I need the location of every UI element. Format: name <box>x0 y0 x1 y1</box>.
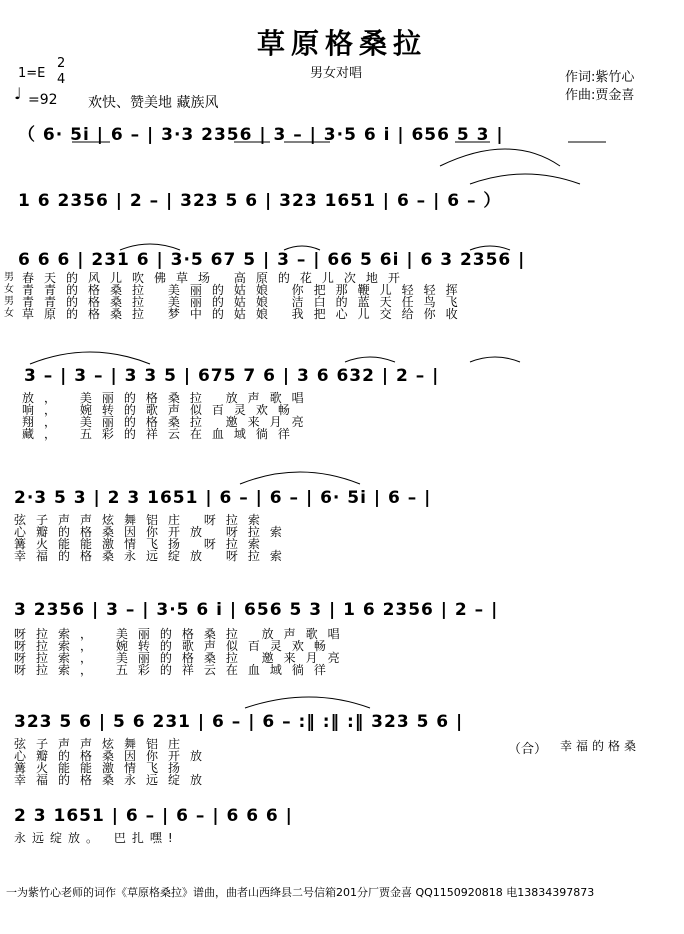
lyric-line: 草原的格桑拉 梦中的姑娘 我把心儿交给你收 <box>22 307 468 321</box>
style-marking: 欢快、赞美地 藏族风 <box>88 95 219 111</box>
verse-role: 女 <box>4 284 14 295</box>
slur <box>440 149 560 166</box>
footer-credit: 一为紫竹心老师的词作《草原格桑拉》谱曲，曲者山西绛县二号信箱201分厂贾金喜 QQ1150920818 电13834397873 <box>6 886 595 899</box>
lyric-line: 弦子声声炫舞铝庄 呀拉索 <box>14 513 270 527</box>
lyric-line: 青青的格桑拉 美丽的姑娘 洁白的蓝天任鸟飞 <box>22 295 468 309</box>
lyric-line: 永远绽放。 巴扎嘿! <box>14 831 179 845</box>
lyric-line: 放， 美丽的格桑拉 放声歌唱 <box>22 391 314 405</box>
performance-note: 男女对唱 <box>310 66 363 81</box>
lyric-line: 翔， 美丽的格桑拉 邀来月亮 <box>22 415 314 429</box>
chorus-lyric: 幸福的格桑 <box>560 739 641 753</box>
quarter-note-icon: ♩ <box>14 84 22 103</box>
verse-role: 女 <box>4 308 14 319</box>
time-signature-bottom: 4 <box>57 72 66 87</box>
lyric-line: 青青的格桑拉 美丽的姑娘 你把那鞭儿轻轻挥 <box>22 283 468 297</box>
notation-line-8: 2 3 1651 | 6 – | 6 – | 6 6 6 | <box>14 806 293 826</box>
lyric-line: 心瓣的格桑因你开放 呀拉索 <box>14 525 292 539</box>
lyric-line: 弦子声声炫舞铝庄 <box>14 737 191 751</box>
verse-role: 男 <box>4 272 14 283</box>
time-signature-top: 2 <box>57 56 66 71</box>
slur <box>470 357 520 362</box>
lyric-line: 幸福的格桑永远绽放 <box>14 773 213 787</box>
lyric-line: 呀拉索， 婉转的歌声似百灵欢畅 <box>14 639 336 653</box>
notation-line-4: 3 – | 3 – | 3 3 5 | 675 7 6 | 3 6 632 | 2 – | <box>24 366 440 386</box>
slur <box>345 357 395 362</box>
slur <box>240 472 360 484</box>
lyricist: 作词:紫竹心 <box>565 70 635 85</box>
lyric-line: 心瓣的格桑因你开放 <box>14 749 213 763</box>
slur <box>120 244 180 250</box>
lyric-line: 幸福的格桑永远绽放 呀拉索 <box>14 549 292 563</box>
lyric-line: 春天的风儿吹佛草场 高原的花儿次地开 <box>22 271 410 285</box>
notation-line-1: （ 6· 5i | 6 – | 3·3 2356 | 3 – | 3·5 6 i | 656 5 3 | <box>18 125 504 145</box>
notation-line-5: 2·3 5 3 | 2 3 1651 | 6 – | 6 – | 6· 5i | 6 – | <box>14 488 432 508</box>
lyric-line: 篝火能能激情飞扬 呀拉索 <box>14 537 270 551</box>
notation-line-7: 323 5 6 | 5 6 231 | 6 – | 6 – :‖ :‖ :‖ 323 5 6 | <box>14 712 464 732</box>
chorus-mark: （合） <box>508 742 548 757</box>
slur <box>470 174 580 184</box>
song-title: 草原格桑拉 <box>256 27 427 60</box>
verse-role: 男 <box>4 296 14 307</box>
slur <box>245 697 370 708</box>
slur <box>470 246 510 250</box>
notation-line-3: 6 6 6 | 231 6 | 3·5 67 5 | 3 – | 66 5 6i | 6 3 2356 | <box>18 250 526 270</box>
lyric-line: 呀拉索， 美丽的格桑拉 邀来月亮 <box>14 651 350 665</box>
key-signature: 1=E <box>18 66 46 81</box>
lyric-line: 藏， 五彩的祥云在血域徜徉 <box>22 427 300 441</box>
lyric-line: 呀拉索， 五彩的祥云在血域徜徉 <box>14 663 336 677</box>
lyric-line: 呀拉索， 美丽的格桑拉 放声歌唱 <box>14 627 350 641</box>
notation-line-2: 1 6 2356 | 2 – | 323 5 6 | 323 1651 | 6 – | 6 – ） <box>18 191 502 211</box>
slur <box>30 352 150 364</box>
tempo-marking: =92 <box>28 92 58 108</box>
composer: 作曲:贾金喜 <box>565 88 635 103</box>
notation-line-6: 3 2356 | 3 – | 3·5 6 i | 656 5 3 | 1 6 2356 | 2 – | <box>14 600 499 620</box>
slur <box>284 246 320 250</box>
lyric-line: 篝火能能激情飞扬 <box>14 761 191 775</box>
lyric-line: 响， 婉转的歌声似百灵欢畅 <box>22 403 300 417</box>
